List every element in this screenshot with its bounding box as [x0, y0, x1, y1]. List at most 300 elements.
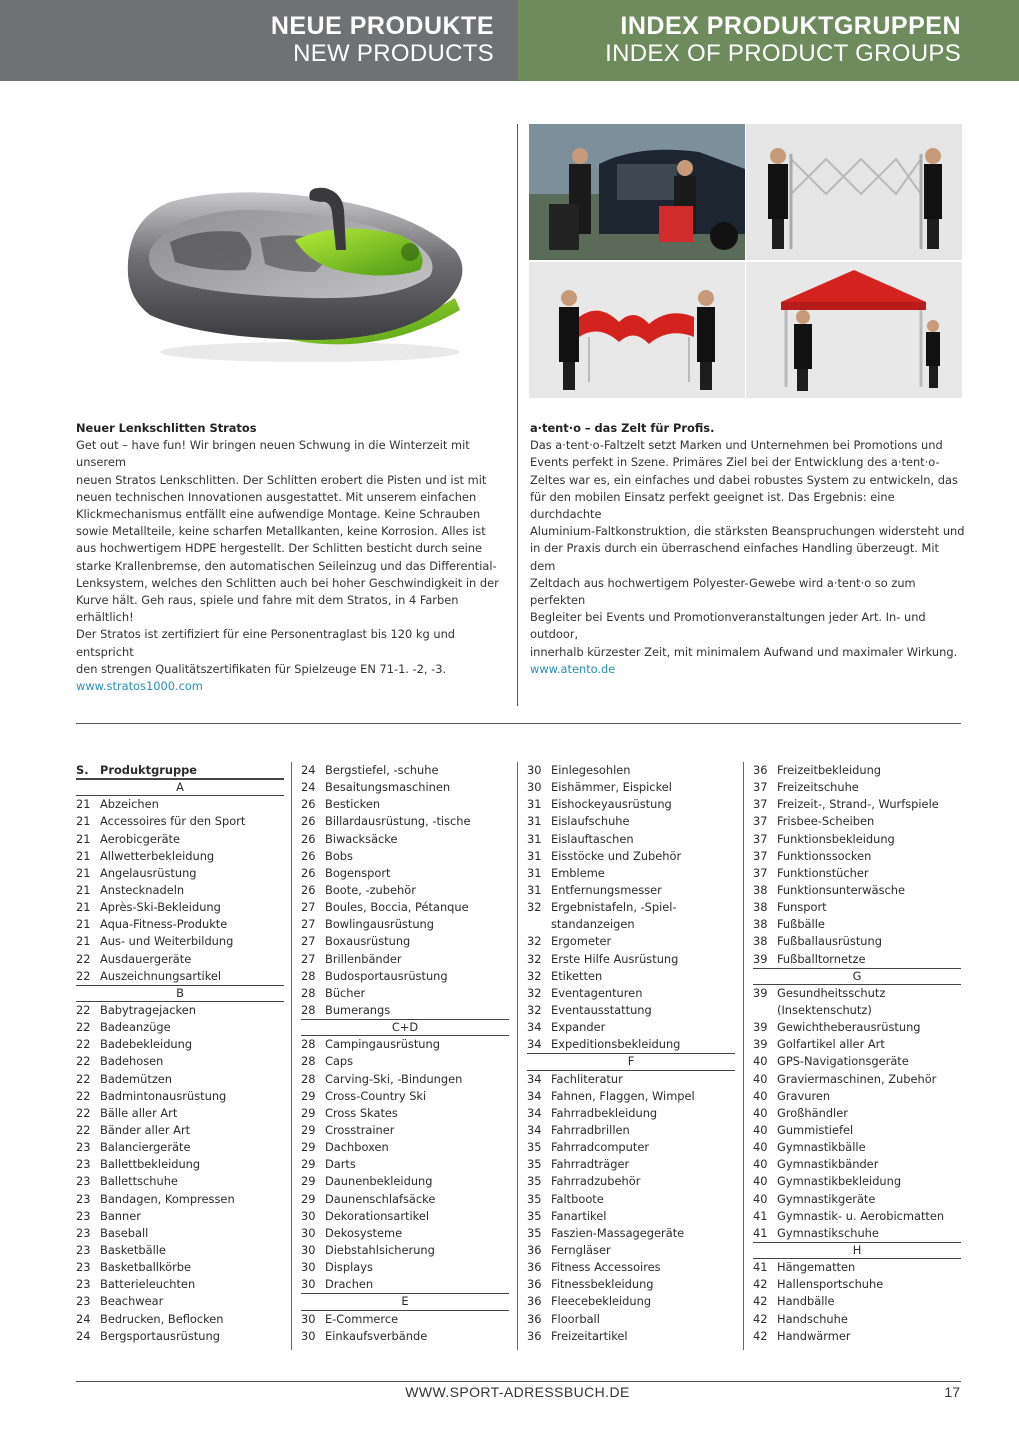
- index-entry: [76, 1053, 284, 1070]
- index-entry-group: Ferngläser: [551, 1242, 611, 1257]
- article-stratos-line: Der Stratos ist zertifiziert für eine Personentraglast bis 120 kg und entspricht: [76, 627, 456, 659]
- index-entry-group: Fußbälle: [777, 917, 825, 932]
- index-entry: [301, 1242, 509, 1259]
- stratos-website-link[interactable]: www.stratos1000.com: [76, 679, 203, 694]
- index-entry-group: Billardausrüstung, -tische: [325, 814, 471, 829]
- tent-photo-grid: [529, 124, 962, 398]
- index-entry-page: 42: [753, 1328, 768, 1343]
- index-entry-group: Fußballausrüstung: [777, 934, 882, 949]
- index-entry-page: 35: [527, 1225, 542, 1240]
- index-entry: [753, 882, 961, 899]
- index-entry-page: 28: [301, 1054, 316, 1069]
- index-entry-page: 24: [76, 1328, 91, 1343]
- index-entry-page: 38: [753, 882, 768, 897]
- index-entry: [301, 899, 509, 916]
- index-entry: [753, 1122, 961, 1139]
- index-entry-group: Expander: [551, 1020, 606, 1035]
- index-entry: [301, 1122, 509, 1139]
- index-entry: [753, 1088, 961, 1105]
- index-entry-group: Handbälle: [777, 1294, 835, 1309]
- article-atento-headline: a·tent·o – das Zelt für Profis.: [530, 421, 715, 435]
- index-entry-page: 21: [76, 797, 91, 812]
- index-entry: [301, 831, 509, 848]
- index-entry: [76, 813, 284, 830]
- footer-website: WWW.SPORT-ADRESSBUCH.DE: [405, 1384, 630, 1400]
- index-entry-group: Bobs: [325, 848, 353, 863]
- index-entry-group: Auszeichnungsartikel: [100, 968, 222, 983]
- index-entry-group: Gewichtheberausrüstung: [777, 1020, 921, 1035]
- index-entry-group: Dachboxen: [325, 1140, 389, 1155]
- index-entry: [753, 865, 961, 882]
- index-entry-group: Besticken: [325, 797, 381, 812]
- index-entry-group: Gravuren: [777, 1088, 831, 1103]
- index-entry: [301, 1276, 509, 1293]
- index-column-4: [753, 762, 961, 1345]
- index-entry-group: Expeditionsbekleidung: [551, 1037, 681, 1052]
- index-entry-group: Aerobicgeräte: [100, 831, 181, 846]
- index-entry-group: Funktionstücher: [777, 865, 869, 880]
- index-entry-page: 40: [753, 1054, 768, 1069]
- index-entry-page: 28: [301, 1071, 316, 1086]
- index-entry-page: 42: [753, 1294, 768, 1309]
- index-entry-page: 31: [527, 882, 542, 897]
- page-number: 17: [944, 1384, 960, 1400]
- index-entry: [301, 1225, 509, 1242]
- index-entry-group: Badehosen: [100, 1054, 164, 1069]
- index-entry: [76, 899, 284, 916]
- index-entry-group: Funktionsunterwäsche: [777, 882, 906, 897]
- index-entry: [527, 1276, 735, 1293]
- index-entry: [76, 1293, 284, 1310]
- index-entry: [301, 1173, 509, 1190]
- article-atento: [530, 420, 965, 678]
- index-entry-page: 35: [527, 1140, 542, 1155]
- index-entry-group: Erste Hilfe Ausrüstung: [551, 951, 679, 966]
- index-entry-page: 32: [527, 951, 542, 966]
- index-entry-group: Biwacksäcke: [325, 831, 398, 846]
- index-entry-group: Drachen: [325, 1277, 374, 1292]
- index-entry: [76, 1173, 284, 1190]
- index-entry-page: 22: [76, 968, 91, 983]
- index-entry: [301, 1036, 509, 1053]
- index-entry-page: 36: [527, 1294, 542, 1309]
- index-entry-group: Frisbee-Scheiben: [777, 814, 875, 829]
- index-entry-group: Fachliteratur: [551, 1071, 623, 1086]
- index-letter-heading: A: [76, 779, 284, 796]
- index-entry: [527, 1071, 735, 1088]
- index-entry-group: Faltboote: [551, 1191, 604, 1206]
- index-entry: [76, 1225, 284, 1242]
- index-entry-page: 35: [527, 1191, 542, 1206]
- article-atento-line: Zeltdach aus hochwertigem Polyester-Gewebe wird a·tent·o so zum perfekten: [530, 575, 916, 608]
- atento-website-link[interactable]: www.atento.de: [530, 661, 616, 676]
- index-entry-page: 21: [76, 934, 91, 949]
- index-entry: [76, 1122, 284, 1139]
- index-entry: [527, 1002, 735, 1019]
- index-entry-group: Gummistiefel: [777, 1122, 854, 1137]
- index-entry: [301, 1002, 509, 1019]
- index-entry-group: Displays: [325, 1260, 373, 1275]
- index-entry-page: 32: [527, 900, 542, 915]
- index-entry-group: Anstecknadeln: [100, 882, 185, 897]
- index-entry-page: 28: [301, 985, 316, 1000]
- index-entry-page: 26: [301, 814, 316, 829]
- index-entry: [301, 1191, 509, 1208]
- index-entry-page: 23: [76, 1191, 91, 1206]
- index-entry: [527, 1139, 735, 1156]
- header-index-title-en: INDEX OF PRODUCT GROUPS: [605, 40, 961, 67]
- index-entry: [76, 933, 284, 950]
- index-entry-group: Baseball: [100, 1225, 149, 1240]
- index-entry-page: 21: [76, 831, 91, 846]
- index-entry-page: 31: [527, 865, 542, 880]
- index-entry: [301, 813, 509, 830]
- index-entry-page: 30: [301, 1328, 316, 1343]
- index-entry: [76, 1036, 284, 1053]
- index-entry-page: 29: [301, 1140, 316, 1155]
- index-entry: [301, 951, 509, 968]
- index-entry-page: 32: [527, 985, 542, 1000]
- index-entry-page: 36: [527, 1242, 542, 1257]
- index-entry-group: GPS-Navigationsgeräte: [777, 1054, 909, 1069]
- index-entry: [301, 968, 509, 985]
- index-letter-heading: G: [753, 968, 961, 985]
- index-entry-page: 32: [527, 1002, 542, 1017]
- index-entry-page: 23: [76, 1208, 91, 1223]
- article-atento-line: Begleiter bei Events und Promotionveranstaltungen jeder Art. In- und outdoor,: [530, 610, 926, 642]
- index-entry-group: Aus- und Weiterbildung: [100, 934, 234, 949]
- index-entry: [527, 1225, 735, 1242]
- index-letter-heading: F: [527, 1053, 735, 1070]
- article-stratos-line: Lenksystem, welches den Schlitten auch bei hoher Geschwindigkeit in der: [76, 575, 499, 590]
- index-entry-page: 21: [76, 900, 91, 915]
- index-entry: [753, 831, 961, 848]
- header-index-title-de: INDEX PRODUKTGRUPPEN: [620, 12, 961, 40]
- index-entry-group: Angelausrüstung: [100, 865, 197, 880]
- article-atento-line: für den mobilen Einsatz perfekt geeignet ist. Das Ergebnis: eine durchdachte: [530, 489, 895, 522]
- index-entry-group: Bogensport: [325, 865, 391, 880]
- index-entry-page: 40: [753, 1088, 768, 1103]
- index-entry-group: Brillenbänder: [325, 951, 402, 966]
- index-entry-group: Eventagenturen: [551, 985, 643, 1000]
- index-entry: [301, 1208, 509, 1225]
- index-entry: [76, 1019, 284, 1036]
- index-entry-page: 35: [527, 1174, 542, 1189]
- index-entry-group: Funktionssocken: [777, 848, 872, 863]
- index-entry-group: Dekorationsartikel: [325, 1208, 430, 1223]
- index-entry: [301, 985, 509, 1002]
- index-entry-group: Bumerangs: [325, 1002, 391, 1017]
- article-stratos-line: Klickmechanismus entfällt eine aufwendige Montage. Keine Schrauben: [76, 507, 481, 522]
- index-entry-group: Eishockeyausrüstung: [551, 797, 672, 812]
- index-entry-page: 37: [753, 780, 768, 795]
- index-entry-page: 30: [301, 1225, 316, 1240]
- index-entry-group: Cross-Country Ski: [325, 1088, 427, 1103]
- index-entry-group: Besaitungsmaschinen: [325, 780, 451, 795]
- index-entry-group: Cross Skates: [325, 1105, 398, 1120]
- index-entry-page: 37: [753, 865, 768, 880]
- index-entry-group: Fitness Accessoires: [551, 1260, 661, 1275]
- index-entry-page: 37: [753, 814, 768, 829]
- index-entry-page: 34: [527, 1105, 542, 1120]
- index-entry: [753, 951, 961, 968]
- index-entry: [527, 882, 735, 899]
- index-entry: [527, 1122, 735, 1139]
- index-entry: [301, 1328, 509, 1345]
- index-entry: [76, 1071, 284, 1088]
- index-entry-page: 23: [76, 1140, 91, 1155]
- index-entry: [527, 1156, 735, 1173]
- index-entry-group: Fitnessbekleidung: [551, 1277, 654, 1292]
- index-entry-group: Entfernungsmesser: [551, 882, 662, 897]
- index-entry: [753, 1139, 961, 1156]
- index-entry: [76, 1156, 284, 1173]
- index-entry: [76, 1191, 284, 1208]
- tent-photo-car: [529, 124, 745, 260]
- index-entry: [76, 865, 284, 882]
- article-stratos-line: Kurve hält. Geh raus, spiele und fahre mit dem Stratos, in 4 Farben erhältlich!: [76, 593, 459, 625]
- index-entry-page: 29: [301, 1088, 316, 1103]
- index-entry-group: Bergsportausrüstung: [100, 1328, 220, 1343]
- index-entry-page: [753, 1002, 777, 1019]
- footer-divider: [76, 1381, 961, 1382]
- index-entry: [527, 968, 735, 985]
- index-entry: [527, 951, 735, 968]
- index-entry-group: Floorball: [551, 1311, 600, 1326]
- article-stratos-line: Get out – have fun! Wir bringen neuen Schwung in die Winterzeit mit unserem: [76, 438, 470, 470]
- index-entry-group: Handschuhe: [777, 1311, 848, 1326]
- index-entry: [76, 831, 284, 848]
- index-entry-page: 37: [753, 831, 768, 846]
- index-entry-group: Freizeitbekleidung: [777, 763, 882, 777]
- article-stratos-line: neuen technischen Innovationen ausgestattet. Mit unserem einfachen: [76, 489, 477, 504]
- index-entry-page: 37: [753, 848, 768, 863]
- index-entry-group: Gesundheitsschutz: [777, 985, 886, 1000]
- index-entry-group: Freizeit-, Strand-, Wurfspiele: [777, 797, 939, 812]
- index-entry: [753, 1225, 961, 1242]
- index-entry-group: Etiketten: [551, 968, 603, 983]
- index-entry-page: 29: [301, 1122, 316, 1137]
- index-entry-page: 32: [527, 934, 542, 949]
- index-entry-group: Eisstöcke und Zubehör: [551, 848, 682, 863]
- index-entry-page: 32: [527, 968, 542, 983]
- index-entry-group: Freizeitschuhe: [777, 780, 859, 795]
- index-entry: [76, 1242, 284, 1259]
- article-stratos-headline: Neuer Lenkschlitten Stratos: [76, 421, 257, 435]
- index-entry-page: 28: [301, 968, 316, 983]
- index-entry: [76, 1276, 284, 1293]
- column-divider: [743, 762, 744, 1350]
- column-divider: [517, 762, 518, 1350]
- index-entry: [527, 1105, 735, 1122]
- index-entry-page: 30: [301, 1260, 316, 1275]
- index-entry-page: 21: [76, 865, 91, 880]
- index-entry-page: 39: [753, 1037, 768, 1052]
- index-entry-group: Handwärmer: [777, 1328, 851, 1343]
- index-entry-group: Faszien-Massagegeräte: [551, 1225, 685, 1240]
- tent-photo-frame: [746, 124, 962, 260]
- index-entry-page: 40: [753, 1122, 768, 1137]
- index-entry: [753, 1328, 961, 1345]
- index-letter-heading: H: [753, 1242, 961, 1259]
- section-divider: [76, 723, 961, 724]
- index-entry-group: Allwetterbekleidung: [100, 848, 215, 863]
- index-entry-page: 35: [527, 1208, 542, 1223]
- index-entry: [301, 1139, 509, 1156]
- index-entry: [527, 1208, 735, 1225]
- index-column-3: [527, 762, 735, 1345]
- index-entry-page: 37: [753, 797, 768, 812]
- index-entry: [753, 1019, 961, 1036]
- index-entry-group: Banner: [100, 1208, 141, 1223]
- index-entry-page: 22: [76, 1002, 91, 1017]
- index-entry-page: 40: [753, 1174, 768, 1189]
- index-entry-page: 34: [527, 1088, 542, 1103]
- article-atento-line: innerhalb kürzester Zeit, mit minimalem Aufwand und maximaler Wirkung.: [530, 644, 958, 659]
- index-entry: [301, 1259, 509, 1276]
- article-stratos-line: den strengen Qualitätszertifikaten für Spielzeuge EN 71-1. -2, -3.: [76, 661, 447, 676]
- index-entry-page: 26: [301, 848, 316, 863]
- index-entry-group: Carving-Ski, -Bindungen: [325, 1071, 463, 1086]
- index-entry-group: Badeanzüge: [100, 1020, 171, 1035]
- column-divider: [291, 762, 292, 1350]
- index-entry-page: 39: [753, 1020, 768, 1035]
- index-entry: [753, 916, 961, 933]
- index-entry: [76, 1105, 284, 1122]
- index-entry: [76, 1311, 284, 1328]
- index-entry: [76, 1328, 284, 1345]
- index-entry-group: Gymnastikgeräte: [777, 1191, 876, 1206]
- article-stratos: [76, 420, 506, 695]
- index-entry-group: Ballettbekleidung: [100, 1157, 201, 1172]
- index-entry-page: 30: [527, 763, 542, 777]
- index-entry-group: Boote, -zubehör: [325, 882, 416, 897]
- index-entry: [76, 882, 284, 899]
- index-entry: [76, 1208, 284, 1225]
- index-letter-heading: E: [301, 1293, 509, 1310]
- index-entry-page: 22: [76, 1122, 91, 1137]
- index-entry-group: Großhändler: [777, 1105, 848, 1120]
- index-entry-page: 30: [301, 1277, 316, 1292]
- index-entry: [753, 848, 961, 865]
- index-entry-group: Fahrradbekleidung: [551, 1105, 658, 1120]
- index-entry-group: Einkaufsverbände: [325, 1328, 428, 1343]
- index-entry-group: Bälle aller Art: [100, 1105, 178, 1120]
- index-entry-page: 23: [76, 1242, 91, 1257]
- index-column-1: [76, 762, 284, 1345]
- index-entry-group: Einlegesohlen: [551, 763, 631, 777]
- header-title-en: NEW PRODUCTS: [293, 40, 494, 67]
- index-entry-page: 38: [753, 900, 768, 915]
- index-entry-page: 40: [753, 1157, 768, 1172]
- index-entry: [76, 968, 284, 985]
- index-entry-page: 39: [753, 985, 768, 1000]
- index-entry-page: 23: [76, 1174, 91, 1189]
- index-entry-page: 29: [301, 1157, 316, 1172]
- index-entry-page: 26: [301, 797, 316, 812]
- index-entry-page: 36: [527, 1311, 542, 1326]
- index-entry-page: 27: [301, 900, 316, 915]
- index-entry-page: 23: [76, 1294, 91, 1309]
- index-entry-group: Beachwear: [100, 1294, 164, 1309]
- index-entry-group: Bänder aller Art: [100, 1122, 191, 1137]
- index-entry-group: Gymnastikbekleidung: [777, 1174, 902, 1189]
- index-entry: [753, 933, 961, 950]
- index-entry-group: Golfartikel aller Art: [777, 1037, 885, 1052]
- article-atento-line: in der Praxis durch ein überraschend einfaches Handling überzeugt. Mit dem: [530, 541, 939, 573]
- index-entry: [753, 1191, 961, 1208]
- index-entry: [76, 848, 284, 865]
- index-entry: [76, 1088, 284, 1105]
- index-entry: [527, 1036, 735, 1053]
- index-entry-group: Hängematten: [777, 1260, 856, 1275]
- index-entry-page: 35: [527, 1157, 542, 1172]
- index-entry: [753, 985, 961, 1002]
- index-entry: [753, 1105, 961, 1122]
- index-entry: [753, 1071, 961, 1088]
- index-entry-group: Eishämmer, Eispickel: [551, 780, 672, 795]
- index-entry-page: 34: [527, 1071, 542, 1086]
- index-entry-group: Freizeitartikel: [551, 1328, 628, 1343]
- index-entry-page: 36: [753, 763, 768, 777]
- index-entry-group: Bademützen: [100, 1071, 173, 1086]
- index-entry-page: 27: [301, 951, 316, 966]
- index-entry-group: E-Commerce: [325, 1311, 399, 1326]
- index-entry-group: Caps: [325, 1054, 354, 1069]
- index-letter-heading: B: [76, 985, 284, 1002]
- article-stratos-line: sowie Metallteile, keine scharfen Metallkanten, keine Korrosion. Alles ist: [76, 524, 486, 539]
- index-entry: [527, 762, 735, 779]
- article-atento-line: Aluminium-Faltkonstruktion, die stärksten Beanspruchungen widersteht und: [530, 524, 965, 539]
- index-entry-group: Gymnastikbälle: [777, 1140, 866, 1155]
- index-entry-page: 21: [76, 917, 91, 932]
- index-entry: [76, 1139, 284, 1156]
- index-entry-group: Fußballtornetze: [777, 951, 866, 966]
- index-entry-page: 28: [301, 1002, 316, 1017]
- index-entry-group: Fahrradzubehör: [551, 1174, 641, 1189]
- index-entry-page: 21: [76, 848, 91, 863]
- index-entry-page: 39: [753, 951, 768, 966]
- index-entry: [301, 779, 509, 796]
- index-entry-group: Darts: [325, 1157, 356, 1172]
- index-entry: [527, 1293, 735, 1310]
- index-entry-page: 22: [76, 951, 91, 966]
- index-entry-page: 22: [76, 1037, 91, 1052]
- index-entry: [76, 1002, 284, 1019]
- index-entry-page: 41: [753, 1225, 768, 1240]
- index-entry: [753, 1208, 961, 1225]
- index-entry-group: Gymnastikschuhe: [777, 1225, 879, 1240]
- index-entry: [527, 1191, 735, 1208]
- index-entry-group: Hallensportschuhe: [777, 1277, 884, 1292]
- index-entry-page: 27: [301, 917, 316, 932]
- index-entry-group: Dekosysteme: [325, 1225, 403, 1240]
- index-entry: [527, 865, 735, 882]
- index-entry-group: Fahrradcomputer: [551, 1140, 650, 1155]
- index-entry-page: 24: [301, 780, 316, 795]
- index-entry-group: Funktionsbekleidung: [777, 831, 895, 846]
- index-entry-page: 29: [301, 1191, 316, 1206]
- index-entry-group: Campingausrüstung: [325, 1037, 440, 1052]
- index-entry: [301, 762, 509, 779]
- index-entry-page: 31: [527, 797, 542, 812]
- index-header-group: Produktgruppe: [100, 763, 197, 777]
- index-entry-group: Ausdauergeräte: [100, 951, 192, 966]
- header-title-de: NEUE PRODUKTE: [270, 12, 494, 40]
- index-entry: [301, 882, 509, 899]
- index-entry: [76, 916, 284, 933]
- index-entry-page: 40: [753, 1140, 768, 1155]
